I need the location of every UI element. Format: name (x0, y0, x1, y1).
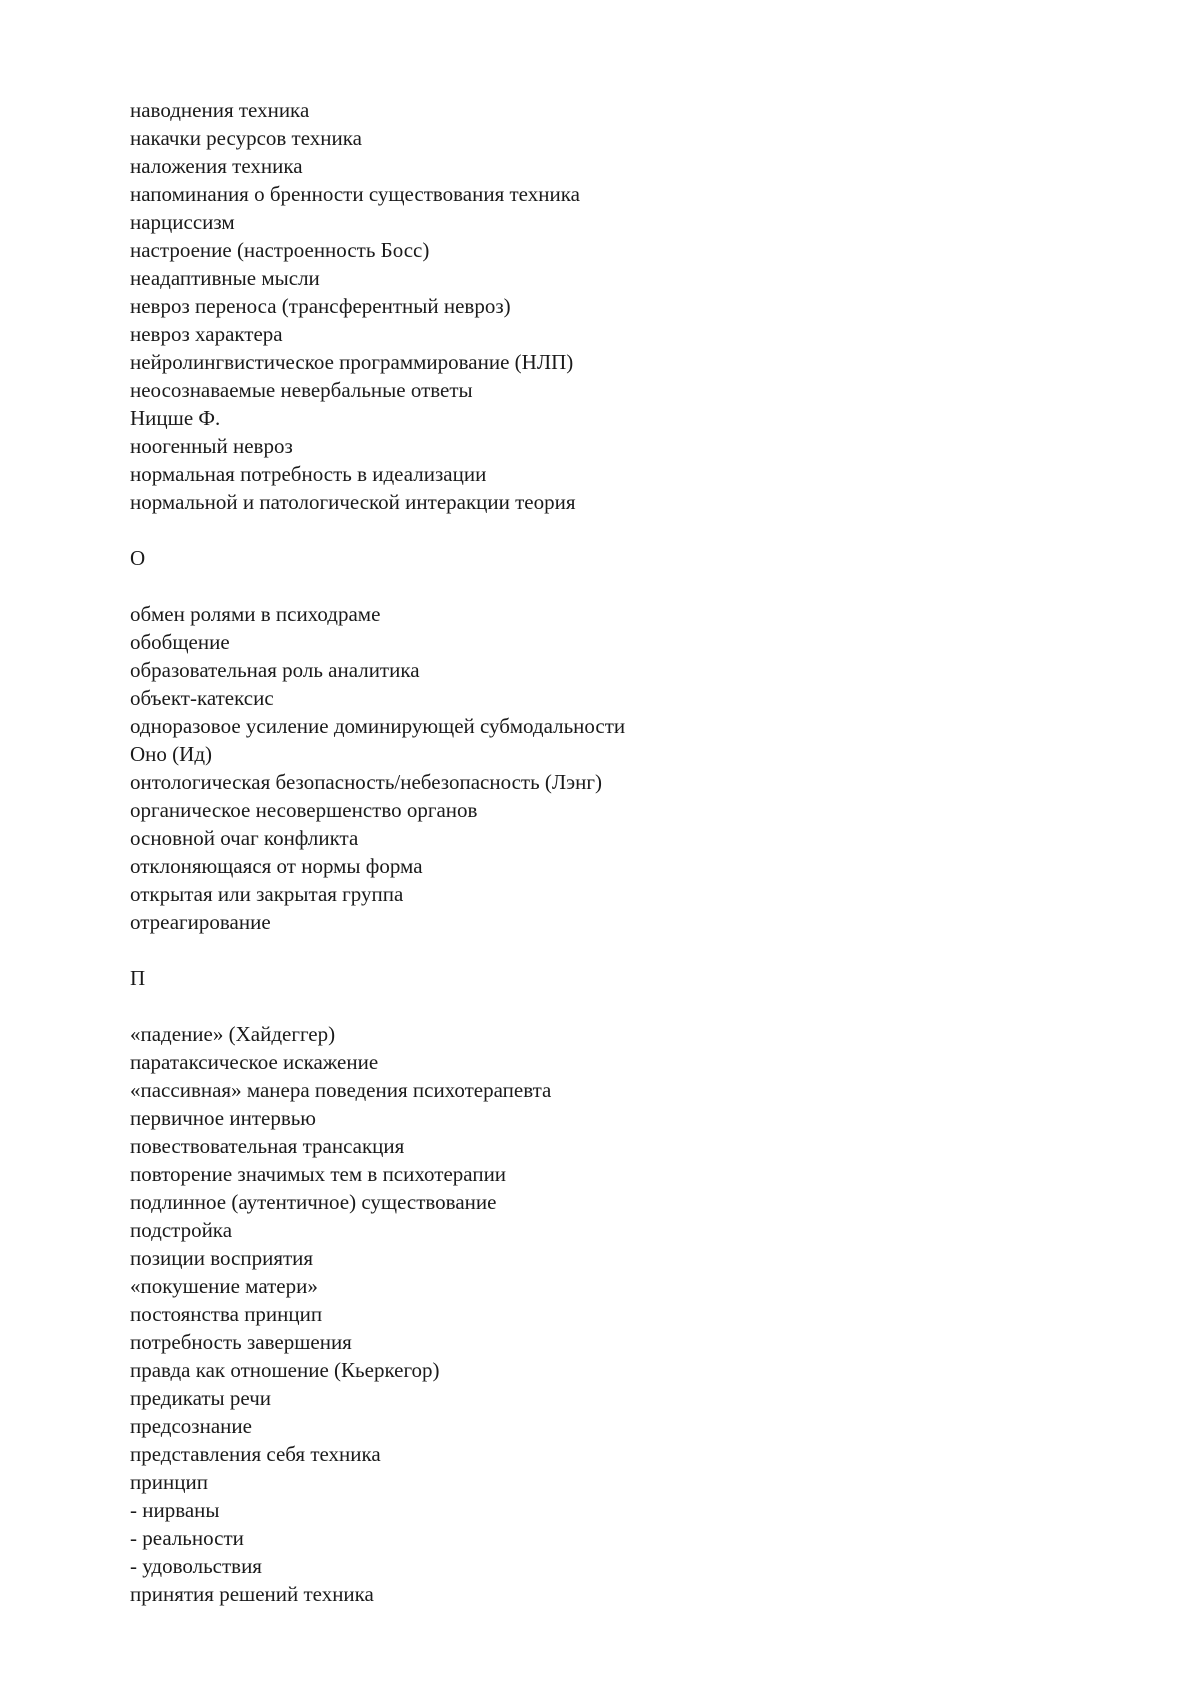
subject-index (130, 96, 1090, 1608)
index-entry: повествовательная трансакция (130, 1132, 1090, 1160)
index-entry: принятия решений техника (130, 1580, 1090, 1608)
index-entry: «покушение матери» (130, 1272, 1090, 1300)
index-entry: невроз характера (130, 320, 1090, 348)
index-entry: неосознаваемые невербальные ответы (130, 376, 1090, 404)
index-entry: накачки ресурсов техника (130, 124, 1090, 152)
index-entry: - нирваны (130, 1496, 1090, 1524)
index-entry: первичное интервью (130, 1104, 1090, 1132)
index-entry: - реальности (130, 1524, 1090, 1552)
index-entry: паратаксическое искажение (130, 1048, 1090, 1076)
index-entry: напоминания о бренности существования техника (130, 180, 1090, 208)
index-entry: потребность завершения (130, 1328, 1090, 1356)
index-entry: одноразовое усиление доминирующей субмодальности (130, 712, 1090, 740)
index-entry: нарциссизм (130, 208, 1090, 236)
index-entry: неадаптивные мысли (130, 264, 1090, 292)
index-entry: наложения техника (130, 152, 1090, 180)
index-entry: «пассивная» манера поведения психотерапевта (130, 1076, 1090, 1104)
index-entry: принцип (130, 1468, 1090, 1496)
index-entry: обмен ролями в психодраме (130, 600, 1090, 628)
index-entry: нормальной и патологической интеракции теория (130, 488, 1090, 516)
section-letter-heading: П (130, 964, 1090, 992)
index-entry: открытая или закрытая группа (130, 880, 1090, 908)
index-entry: онтологическая безопасность/небезопасность (Лэнг) (130, 768, 1090, 796)
index-entry: правда как отношение (Кьеркегор) (130, 1356, 1090, 1384)
index-entry: нейролингвистическое программирование (НЛП) (130, 348, 1090, 376)
index-entry: нормальная потребность в идеализации (130, 460, 1090, 488)
section-letter-heading: О (130, 544, 1090, 572)
index-entry: ноогенный невроз (130, 432, 1090, 460)
index-entry: Ницше Ф. (130, 404, 1090, 432)
index-entry: обобщение (130, 628, 1090, 656)
document-page (0, 0, 1200, 1696)
index-entry: основной очаг конфликта (130, 824, 1090, 852)
index-entry: подлинное (аутентичное) существование (130, 1188, 1090, 1216)
index-entry: предикаты речи (130, 1384, 1090, 1412)
index-entry: наводнения техника (130, 96, 1090, 124)
index-entry: объект-катексис (130, 684, 1090, 712)
index-entry: отклоняющаяся от нормы форма (130, 852, 1090, 880)
index-entry: Оно (Ид) (130, 740, 1090, 768)
index-entry: образовательная роль аналитика (130, 656, 1090, 684)
index-entry: настроение (настроенность Босс) (130, 236, 1090, 264)
index-entry: - удовольствия (130, 1552, 1090, 1580)
index-entry: представления себя техника (130, 1440, 1090, 1468)
index-entry: подстройка (130, 1216, 1090, 1244)
index-entry: «падение» (Хайдеггер) (130, 1020, 1090, 1048)
index-entry: отреагирование (130, 908, 1090, 936)
index-entry: предсознание (130, 1412, 1090, 1440)
index-entry: постоянства принцип (130, 1300, 1090, 1328)
index-entry: органическое несовершенство органов (130, 796, 1090, 824)
index-entry: позиции восприятия (130, 1244, 1090, 1272)
index-entry: повторение значимых тем в психотерапии (130, 1160, 1090, 1188)
index-entry: невроз переноса (трансферентный невроз) (130, 292, 1090, 320)
